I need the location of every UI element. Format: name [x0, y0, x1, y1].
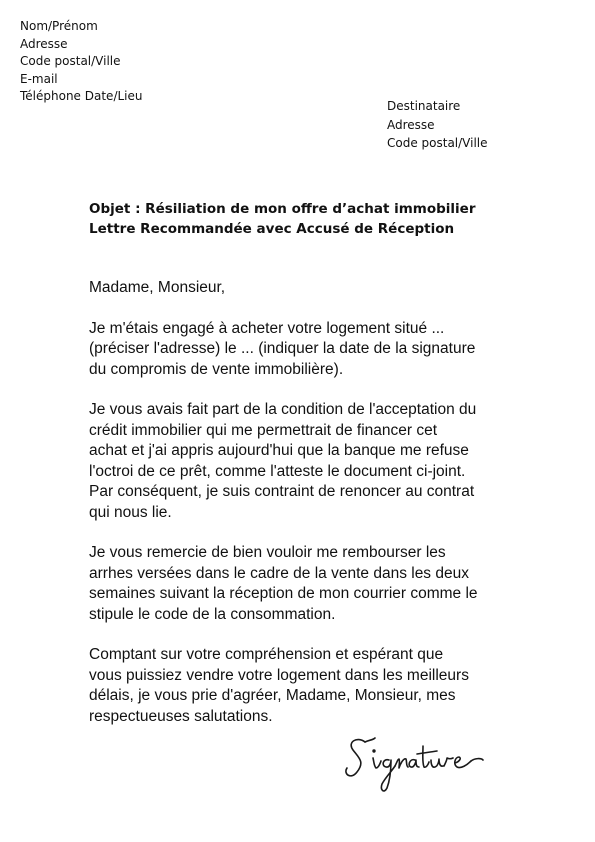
paragraph-line: Comptant sur votre compréhension et espérant que — [89, 646, 444, 663]
paragraph-line: du compromis de vente immobilière). — [89, 360, 344, 378]
recipient-postal-city: Code postal/Ville — [387, 136, 488, 150]
recipient-address: Adresse — [387, 117, 435, 132]
recipient-name: Destinataire — [387, 99, 461, 113]
paragraph-closing — [89, 645, 549, 727]
salutation-text: Madame, Monsieur, — [89, 279, 226, 296]
sender-address: Adresse — [20, 36, 68, 51]
handwritten-signature — [343, 728, 488, 798]
letter-body — [89, 278, 549, 747]
sender-block — [20, 18, 143, 106]
paragraph-commitment — [89, 319, 549, 381]
paragraph-line: crédit immobilier qui me permettrait de financer cet — [89, 421, 438, 439]
signature-drawing — [343, 728, 488, 798]
sender-email: E-mail — [20, 71, 58, 86]
paragraph-line: vous puissiez vendre votre logement dans les meilleurs — [89, 666, 469, 684]
paragraph-line: Je vous remercie de bien vouloir me rembourser les — [89, 544, 446, 561]
paragraph-line: Je vous avais fait part de la condition de l'acceptation du — [89, 401, 477, 418]
paragraph-line: respectueuses salutations. — [89, 707, 273, 725]
paragraph-line: semaines suivant la réception de mon courrier comme le — [89, 585, 478, 602]
recipient-block — [387, 97, 488, 153]
subject-delivery-mode: Lettre Recommandée avec Accusé de Réception — [89, 221, 455, 237]
salutation — [89, 278, 549, 299]
sender-phone-date-place: Téléphone Date/Lieu — [20, 89, 143, 103]
subject-line: Objet : Résiliation de mon offre d’achat immobilier — [89, 201, 476, 217]
paragraph-line: (préciser l'adresse) le ... (indiquer la date de la signature — [89, 340, 476, 357]
subject-block — [89, 199, 476, 239]
paragraph-line: achat et j'ai appris aujourd'hui que la banque me refuse — [89, 442, 469, 459]
sender-postal-city: Code postal/Ville — [20, 54, 121, 68]
paragraph-line: délais, je vous prie d'agréer, Madame, Monsieur, mes — [89, 687, 456, 704]
paragraph-line: qui nous lie. — [89, 503, 172, 521]
paragraph-line: Par conséquent, je suis contraint de renoncer au contrat — [89, 483, 475, 500]
paragraph-line: arrhes versées dans le cadre de la vente dans les deux — [89, 564, 469, 582]
paragraph-refund-request — [89, 543, 549, 625]
paragraph-line: l'octroi de ce prêt, comme l'atteste le document ci-joint. — [89, 462, 466, 480]
sender-name: Nom/Prénom — [20, 19, 98, 33]
paragraph-line: stipule le code de la consommation. — [89, 605, 336, 623]
paragraph-line: Je m'étais engagé à acheter votre logement situé ... — [89, 319, 445, 337]
paragraph-loan-refusal — [89, 400, 549, 523]
